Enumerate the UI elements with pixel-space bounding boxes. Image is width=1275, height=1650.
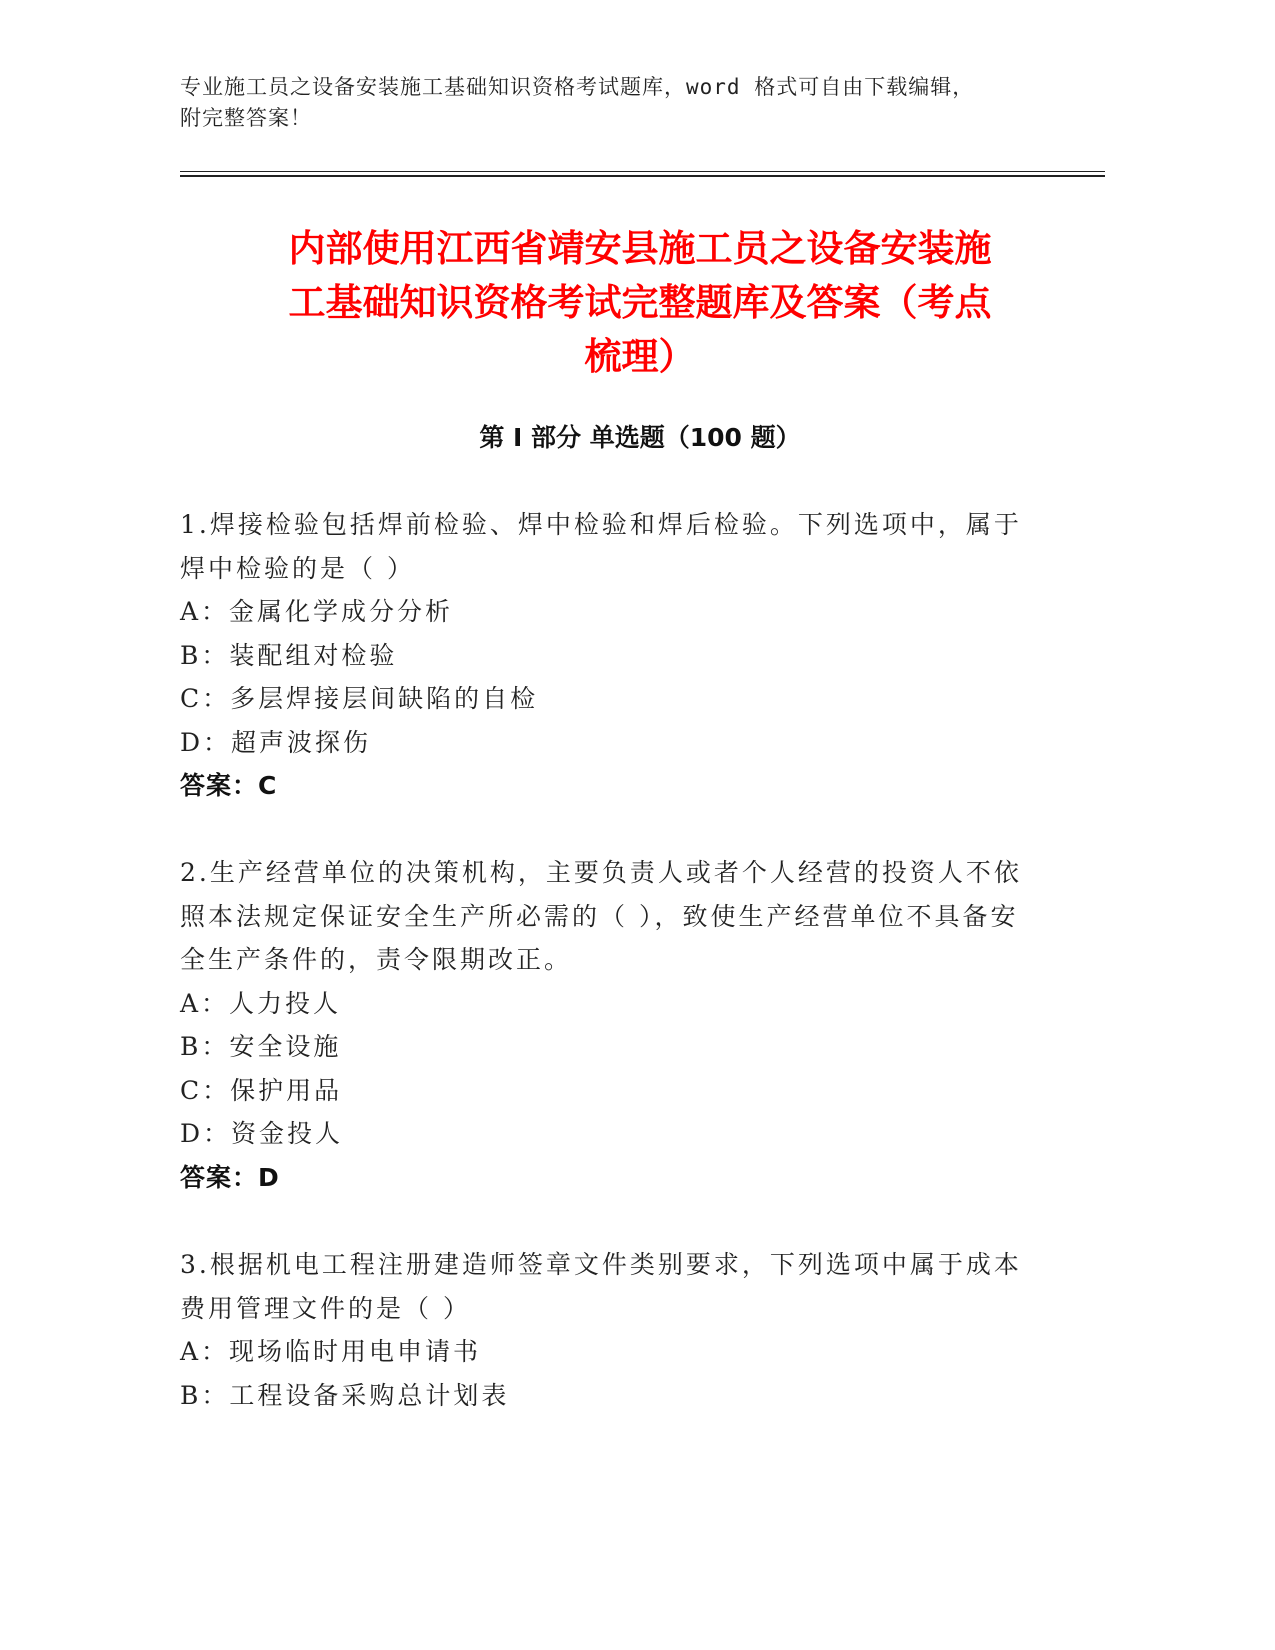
question-stem-line: 照本法规定保证安全生产所必需的（ ），致使生产经营单位不具备安 xyxy=(180,901,1019,931)
option-a: A：人力投人 xyxy=(180,988,342,1018)
header-note-line-2: 附完整答案！ xyxy=(180,106,312,130)
question-stem-line: 全生产条件的，责令限期改正。 xyxy=(180,945,573,974)
question-stem-line: 2.生产经营单位的决策机构，主要负责人或者个人经营的投资人不依 xyxy=(180,858,1022,887)
answer-label: 答案：C xyxy=(180,771,278,800)
document-title xyxy=(180,222,1100,384)
document-title-line-3: 梳理） xyxy=(584,335,696,378)
document-title-line-1: 内部使用江西省靖安县施工员之设备安装施 xyxy=(288,227,992,270)
question-stem-line: 费用管理文件的是（ ） xyxy=(180,1293,471,1323)
option-d: D：资金投人 xyxy=(180,1119,344,1148)
question-2 xyxy=(180,851,1100,1199)
option-a: A：现场临时用电申请书 xyxy=(180,1337,482,1366)
section-heading: 第 I 部分 单选题（100 题） xyxy=(479,423,801,452)
question-stem-line: 3.根据机电工程注册建造师签章文件类别要求，下列选项中属于成本 xyxy=(180,1250,1022,1279)
option-b: B：工程设备采购总计划表 xyxy=(180,1380,510,1410)
option-d: D：超声波探伤 xyxy=(180,727,372,757)
option-b: B：安全设施 xyxy=(180,1032,342,1061)
question-3 xyxy=(180,1243,1100,1417)
document-title-line-2: 工基础知识资格考试完整题库及答案（考点 xyxy=(288,281,992,324)
option-c: C：保护用品 xyxy=(180,1075,343,1105)
header-divider-thick xyxy=(180,175,1105,177)
option-a: A：金属化学成分分析 xyxy=(180,597,454,626)
option-c: C：多层焊接层间缺陷的自检 xyxy=(180,684,539,713)
question-1 xyxy=(180,503,1100,808)
header-note-line-1: 专业施工员之设备安装施工基础知识资格考试题库，word 格式可自由下载编辑， xyxy=(180,75,975,99)
question-stem-line: 焊中检验的是（ ） xyxy=(180,553,415,583)
question-stem-line: 1.焊接检验包括焊前检验、焊中检验和焊后检验。下列选项中，属于 xyxy=(180,510,1022,539)
option-b: B：装配组对检验 xyxy=(180,640,398,670)
answer-label: 答案：D xyxy=(180,1162,280,1192)
header-divider-thin xyxy=(180,171,1105,172)
header-note xyxy=(180,72,1080,134)
